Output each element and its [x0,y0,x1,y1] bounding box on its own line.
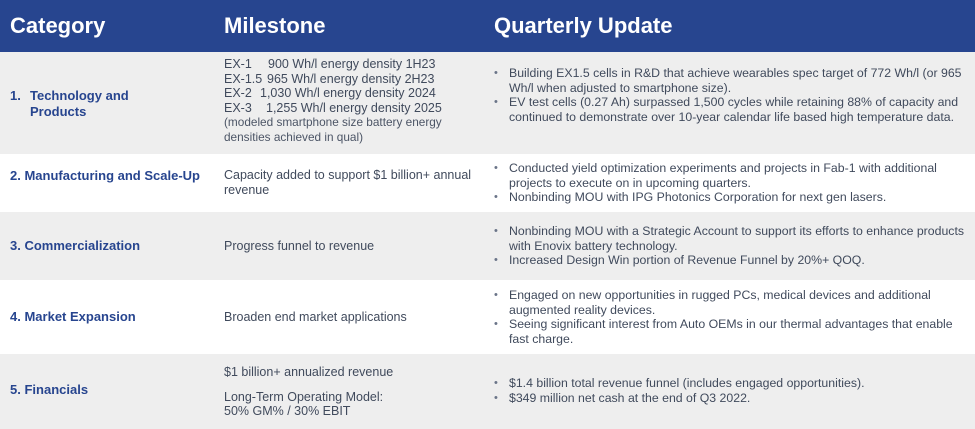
update-item: • Building EX1.5 cells in R&D that achieve wearables spec target of 772 Wh/l (or 965 Wh/l when adjusted to smartphone size). [494,66,962,95]
update-cell [494,66,964,124]
milestone-cell: Progress funnel to revenue [224,239,375,253]
update-cell [494,288,964,346]
row-number: 2. [10,168,21,183]
milestone-cell [224,365,486,419]
milestone-line: $1 billion+ annualized revenue [224,365,394,379]
category-cell [10,168,210,184]
update-item: • EV test cells (0.27 Ah) surpassed 1,500 cycles while retaining 88% of capacity and continued to demonstrate over 10-year calendar life based high temperature data. [494,95,959,124]
milestone-line: 50% GM% / 30% EBIT [224,404,351,419]
update-item: • Nonbinding MOU with a Strategic Account to support its efforts to enhance products with Enovix battery technology. [494,224,965,253]
update-item: • $349 million net cash at the end of Q3 2022. [494,390,751,405]
row-number: 1. [10,88,21,103]
milestone-line: EX-2 1,030 Wh/l energy density 2024 [224,86,436,101]
row-number: 4. [10,309,21,324]
category-cell [10,382,210,398]
update-cell [494,161,964,205]
update-item: • Conducted yield optimization experiments and projects in Fab-1 with additional projects to execute on in upcoming quarters. [494,161,937,190]
category-cell [10,88,215,120]
milestone-line: EX-1.5 965 Wh/l energy density 2H23 [224,71,435,86]
milestone-line: EX-1 900 Wh/l energy density 1H23 [224,57,436,71]
category-label: Commercialization [24,238,141,253]
header-category: Category [10,13,106,38]
category-label: Financials [24,382,89,397]
milestone-line: EX-3 1,255 Wh/l energy density 2025 [224,100,442,115]
update-item: • Increased Design Win portion of Revenue Funnel by 20%+ QOQ. [494,253,865,268]
category-label: Technology and Products [30,88,129,119]
category-cell [10,238,210,254]
table-row [0,52,975,154]
row-number: 5. [10,382,21,397]
header-quarterly-update: Quarterly Update [494,13,673,38]
milestone-cell [224,57,486,144]
update-item: • Engaged on new opportunities in rugged PCs, medical devices and additional augmented reality devices. [494,288,931,317]
table-header [0,0,975,52]
category-label: Manufacturing and Scale-Up [24,168,200,183]
row-number: 3. [10,238,21,253]
milestone-cell: Capacity added to support $1 billion+ annual revenue [224,168,472,197]
milestone-line: Long-Term Operating Model: [224,389,384,404]
update-cell [494,376,964,405]
update-cell [494,224,964,268]
update-item: • Nonbinding MOU with IPG Photonics Corporation for next gen lasers. [494,190,887,205]
milestone-note: (modeled smartphone size battery energy densities achieved in qual) [224,115,442,144]
table-row [0,212,975,280]
update-item: • $1.4 billion total revenue funnel (includes engaged opportunities). [494,376,865,390]
milestone-cell: Broaden end market applications [224,310,407,324]
table-row [0,154,975,212]
table-row [0,280,975,354]
table-row [0,354,975,429]
header-milestone: Milestone [224,13,326,38]
category-label: Market Expansion [24,309,136,324]
update-item: • Seeing significant interest from Auto OEMs in our thermal advantages that enable fast charge. [494,317,953,346]
category-cell [10,309,210,325]
